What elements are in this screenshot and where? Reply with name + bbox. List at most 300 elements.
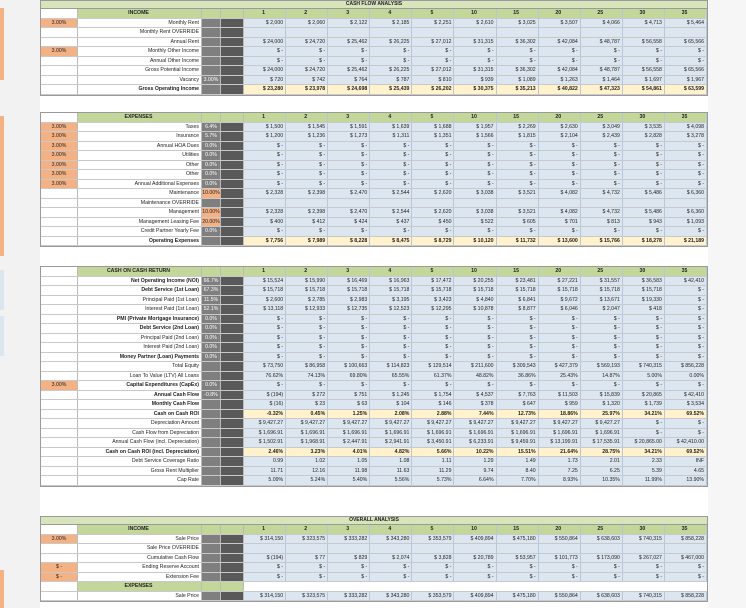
year-value-cell[interactable]: $ -: [665, 353, 707, 362]
growth-rate-input[interactable]: [41, 438, 78, 447]
year-value-cell[interactable]: $ -: [581, 324, 623, 333]
year-value-cell[interactable]: $ -: [623, 353, 665, 362]
year-value-cell[interactable]: [412, 199, 454, 208]
year-value-cell[interactable]: $ -: [623, 429, 665, 438]
year-value-cell[interactable]: [328, 544, 370, 553]
year-value-cell[interactable]: [244, 199, 286, 208]
year-value-cell[interactable]: $ -: [665, 296, 707, 305]
growth-rate-input[interactable]: [41, 57, 78, 66]
year-value-cell[interactable]: $ 9,672: [539, 296, 581, 305]
year-value-cell[interactable]: $ 26,225: [370, 38, 412, 47]
year-value-cell[interactable]: $ 15,718: [497, 286, 539, 295]
year-value-cell[interactable]: $ -: [286, 227, 328, 236]
year-value-cell[interactable]: $ 764: [328, 76, 370, 85]
year-value-cell[interactable]: $ -: [665, 142, 707, 151]
year-value-cell[interactable]: $ 24,000: [244, 38, 286, 47]
year-value-cell[interactable]: 5.39: [623, 467, 665, 476]
year-value-cell[interactable]: $ 3,038: [454, 208, 496, 217]
year-value-cell[interactable]: $ -: [581, 381, 623, 390]
year-value-cell[interactable]: $ 13,199.91: [539, 438, 581, 447]
year-value-cell[interactable]: $ -: [328, 161, 370, 170]
year-value-cell[interactable]: $ -: [497, 142, 539, 151]
year-value-cell[interactable]: $ -: [328, 315, 370, 324]
year-value-cell[interactable]: $ 2,104: [539, 132, 581, 141]
year-value-cell[interactable]: [623, 199, 665, 208]
year-value-cell[interactable]: $ 353,579: [412, 535, 454, 544]
year-value-cell[interactable]: $ 15,718: [370, 286, 412, 295]
year-value-cell[interactable]: $ -: [286, 573, 328, 582]
year-value-cell[interactable]: [539, 28, 581, 37]
year-value-cell[interactable]: $ 353,579: [412, 592, 454, 601]
year-value-cell[interactable]: $ -: [665, 57, 707, 66]
year-value-cell[interactable]: $ 1,351: [412, 132, 454, 141]
year-value-cell[interactable]: [539, 544, 581, 553]
year-value-cell[interactable]: $ -: [539, 343, 581, 352]
year-value-cell[interactable]: $ 1,696.91: [370, 429, 412, 438]
growth-rate-input[interactable]: [41, 218, 78, 227]
year-value-cell[interactable]: 10.35%: [581, 476, 623, 485]
year-value-cell[interactable]: 34.21%: [623, 448, 665, 457]
growth-rate-input[interactable]: 3.00%: [41, 47, 78, 56]
year-value-cell[interactable]: $ -: [412, 170, 454, 179]
year-value-cell[interactable]: $ -: [454, 334, 496, 343]
year-value-cell[interactable]: $ 20,789: [454, 554, 496, 563]
year-value-cell[interactable]: $ 100,663: [328, 362, 370, 371]
year-value-cell[interactable]: $ 48,787: [581, 66, 623, 75]
year-value-cell[interactable]: $ 424: [328, 218, 370, 227]
year-value-cell[interactable]: $ -: [286, 563, 328, 572]
year-value-cell[interactable]: 15.51%: [497, 448, 539, 457]
year-value-cell[interactable]: $ -: [244, 315, 286, 324]
year-value-cell[interactable]: $ 5,486: [623, 208, 665, 217]
year-value-cell[interactable]: $ -: [581, 343, 623, 352]
year-value-cell[interactable]: $ -: [581, 142, 623, 151]
year-value-cell[interactable]: [370, 544, 412, 553]
year-value-cell[interactable]: $ 2,470: [328, 208, 370, 217]
year-value-cell[interactable]: $ 2,060: [286, 19, 328, 28]
year-value-cell[interactable]: $ -: [370, 324, 412, 333]
year-value-cell[interactable]: [412, 28, 454, 37]
year-value-cell[interactable]: $ 19,330: [623, 296, 665, 305]
year-value-cell[interactable]: $ -: [581, 334, 623, 343]
year-value-cell[interactable]: $ -: [244, 353, 286, 362]
year-value-cell[interactable]: $ -: [370, 57, 412, 66]
year-value-cell[interactable]: $ -: [244, 334, 286, 343]
year-value-cell[interactable]: $ 146: [412, 400, 454, 409]
year-value-cell[interactable]: 1.49: [497, 457, 539, 466]
year-value-cell[interactable]: [665, 544, 707, 553]
year-value-cell[interactable]: $ 65,566: [665, 66, 707, 75]
year-value-cell[interactable]: $ -: [370, 151, 412, 160]
year-value-cell[interactable]: $ 309,543: [497, 362, 539, 371]
year-value-cell[interactable]: $ 15,718: [454, 286, 496, 295]
year-value-cell[interactable]: $ 2,328: [244, 208, 286, 217]
year-value-cell[interactable]: $ -: [286, 57, 328, 66]
year-value-cell[interactable]: $ -: [412, 227, 454, 236]
year-value-cell[interactable]: $ 2,941.91: [370, 438, 412, 447]
year-value-cell[interactable]: $ -: [454, 161, 496, 170]
year-value-cell[interactable]: $ -: [370, 315, 412, 324]
year-value-cell[interactable]: $ -: [286, 381, 328, 390]
year-value-cell[interactable]: $ 720: [244, 76, 286, 85]
year-value-cell[interactable]: $ 437: [370, 218, 412, 227]
year-value-cell[interactable]: 76.62%: [244, 372, 286, 381]
year-value-cell[interactable]: $ 1,639: [370, 123, 412, 132]
year-value-cell[interactable]: $ -: [539, 315, 581, 324]
year-value-cell[interactable]: [328, 28, 370, 37]
year-value-cell[interactable]: $ -: [623, 334, 665, 343]
year-value-cell[interactable]: $ 6,360: [665, 208, 707, 217]
year-value-cell[interactable]: [665, 28, 707, 37]
year-value-cell[interactable]: $ 16,963: [370, 277, 412, 286]
year-value-cell[interactable]: $ 3,038: [454, 189, 496, 198]
year-value-cell[interactable]: $ -: [623, 47, 665, 56]
year-value-cell[interactable]: $ 31,315: [454, 66, 496, 75]
growth-rate-input[interactable]: [41, 410, 78, 419]
year-value-cell[interactable]: [244, 544, 286, 553]
year-value-cell[interactable]: $ -: [623, 343, 665, 352]
growth-rate-input[interactable]: 3.00%: [41, 161, 78, 170]
year-value-cell[interactable]: $ -: [539, 57, 581, 66]
growth-rate-input[interactable]: [41, 467, 78, 476]
year-value-cell[interactable]: $ -: [539, 353, 581, 362]
year-value-cell[interactable]: $ 2,439: [581, 132, 623, 141]
year-value-cell[interactable]: [581, 544, 623, 553]
growth-rate-input[interactable]: 3.00%: [41, 132, 78, 141]
year-value-cell[interactable]: $ -: [581, 170, 623, 179]
year-value-cell[interactable]: $ -: [497, 161, 539, 170]
year-value-cell[interactable]: $ -: [412, 381, 454, 390]
growth-rate-input[interactable]: [41, 315, 78, 324]
year-value-cell[interactable]: $ 4,713: [623, 19, 665, 28]
year-value-cell[interactable]: $ 15,718: [539, 286, 581, 295]
year-value-cell[interactable]: 12.16: [286, 467, 328, 476]
year-value-cell[interactable]: $ 15,718: [286, 286, 328, 295]
year-value-cell[interactable]: 10.22%: [454, 448, 496, 457]
year-value-cell[interactable]: $ 9,427.27: [454, 419, 496, 428]
year-value-cell[interactable]: $ 3,423: [412, 296, 454, 305]
year-value-cell[interactable]: 7.44%: [454, 410, 496, 419]
year-value-cell[interactable]: $ 27,221: [539, 277, 581, 286]
year-value-cell[interactable]: $ 36,302: [497, 66, 539, 75]
year-value-cell[interactable]: 5.40%: [328, 476, 370, 485]
year-value-cell[interactable]: 0.99: [244, 457, 286, 466]
year-value-cell[interactable]: $ 9,427.27: [286, 419, 328, 428]
year-value-cell[interactable]: $ -: [539, 227, 581, 236]
year-value-cell[interactable]: $ -: [665, 151, 707, 160]
year-value-cell[interactable]: $ 1,697: [623, 76, 665, 85]
growth-rate-input[interactable]: 3.00%: [41, 170, 78, 179]
year-value-cell[interactable]: $ 42,084: [539, 66, 581, 75]
year-value-cell[interactable]: $ 3,025: [497, 19, 539, 28]
year-value-cell[interactable]: $ -: [454, 227, 496, 236]
year-value-cell[interactable]: $ -: [539, 142, 581, 151]
year-value-cell[interactable]: $ 12,933: [286, 305, 328, 314]
year-value-cell[interactable]: $ 31,557: [581, 277, 623, 286]
year-value-cell[interactable]: 25.43%: [539, 372, 581, 381]
year-value-cell[interactable]: $ -: [623, 57, 665, 66]
year-value-cell[interactable]: $ -: [665, 47, 707, 56]
percent-of-income-cell[interactable]: 10.00%: [202, 190, 220, 196]
year-value-cell[interactable]: 2.08%: [370, 410, 412, 419]
year-value-cell[interactable]: 13.90%: [665, 476, 707, 485]
year-value-cell[interactable]: $ 418: [623, 305, 665, 314]
year-value-cell[interactable]: $ -: [412, 353, 454, 362]
year-value-cell[interactable]: $ -: [623, 324, 665, 333]
year-value-cell[interactable]: $ -: [497, 57, 539, 66]
year-value-cell[interactable]: $ -: [412, 573, 454, 582]
year-value-cell[interactable]: $ -: [454, 324, 496, 333]
year-value-cell[interactable]: $ 1,200: [244, 132, 286, 141]
year-value-cell[interactable]: $ 638,603: [581, 535, 623, 544]
year-value-cell[interactable]: 2.01: [581, 457, 623, 466]
year-value-cell[interactable]: 11.71: [244, 467, 286, 476]
year-value-cell[interactable]: $ 9,427.27: [497, 419, 539, 428]
year-value-cell[interactable]: [539, 199, 581, 208]
year-value-cell[interactable]: $ 343,280: [370, 535, 412, 544]
year-value-cell[interactable]: $ (194): [244, 391, 286, 400]
year-value-cell[interactable]: $ -: [581, 573, 623, 582]
growth-rate-input[interactable]: [41, 448, 78, 457]
year-value-cell[interactable]: $ -: [539, 161, 581, 170]
year-value-cell[interactable]: $ -: [412, 315, 454, 324]
year-value-cell[interactable]: $ 3,534: [665, 400, 707, 409]
year-value-cell[interactable]: $ 412: [286, 218, 328, 227]
year-value-cell[interactable]: $ 323,575: [286, 592, 328, 601]
year-value-cell[interactable]: $ 104: [370, 400, 412, 409]
year-value-cell[interactable]: $ 2,600: [244, 296, 286, 305]
year-value-cell[interactable]: 6.64%: [454, 476, 496, 485]
year-value-cell[interactable]: $ 36,583: [623, 277, 665, 286]
year-value-cell[interactable]: $ -: [370, 227, 412, 236]
year-value-cell[interactable]: $ -: [244, 161, 286, 170]
year-value-cell[interactable]: $ 2,620: [412, 208, 454, 217]
year-value-cell[interactable]: $ -: [454, 47, 496, 56]
year-value-cell[interactable]: [623, 544, 665, 553]
year-value-cell[interactable]: $ 856,228: [665, 362, 707, 371]
year-value-cell[interactable]: 69.52%: [665, 410, 707, 419]
year-value-cell[interactable]: 7.25: [539, 467, 581, 476]
year-value-cell[interactable]: $ 267,027: [623, 554, 665, 563]
year-value-cell[interactable]: $ -: [370, 334, 412, 343]
year-value-cell[interactable]: 9.74: [454, 467, 496, 476]
year-value-cell[interactable]: 8.40: [497, 467, 539, 476]
year-value-cell[interactable]: $ 569,193: [581, 362, 623, 371]
year-value-cell[interactable]: $ -: [328, 170, 370, 179]
year-value-cell[interactable]: $ -: [412, 47, 454, 56]
growth-rate-input[interactable]: [41, 353, 78, 362]
year-value-cell[interactable]: $ 323,575: [286, 535, 328, 544]
year-value-cell[interactable]: $ 333,282: [328, 592, 370, 601]
year-value-cell[interactable]: [328, 199, 370, 208]
year-value-cell[interactable]: $ 6,233.91: [454, 438, 496, 447]
year-value-cell[interactable]: $ -: [328, 573, 370, 582]
year-value-cell[interactable]: $ 4,840: [454, 296, 496, 305]
year-value-cell[interactable]: $ -: [497, 227, 539, 236]
year-value-cell[interactable]: 36.86%: [497, 372, 539, 381]
year-value-cell[interactable]: $ 16,469: [328, 277, 370, 286]
year-value-cell[interactable]: $ 15,524: [244, 277, 286, 286]
year-value-cell[interactable]: $ 959: [539, 400, 581, 409]
year-value-cell[interactable]: $ -: [328, 353, 370, 362]
year-value-cell[interactable]: $ 829: [328, 554, 370, 563]
year-value-cell[interactable]: $ -: [665, 381, 707, 390]
year-value-cell[interactable]: -0.32%: [244, 410, 286, 419]
year-value-cell[interactable]: $ 20,255: [454, 277, 496, 286]
year-value-cell[interactable]: $ -: [539, 324, 581, 333]
year-value-cell[interactable]: $ (194): [244, 554, 286, 563]
year-value-cell[interactable]: $ -: [581, 57, 623, 66]
year-value-cell[interactable]: $ -: [454, 353, 496, 362]
growth-rate-input[interactable]: [41, 324, 78, 333]
year-value-cell[interactable]: $ 467,000: [665, 554, 707, 563]
year-value-cell[interactable]: $ -: [623, 180, 665, 189]
growth-rate-input[interactable]: [41, 38, 78, 47]
year-value-cell[interactable]: $ 2,544: [370, 189, 412, 198]
year-value-cell[interactable]: $ -: [286, 161, 328, 170]
year-value-cell[interactable]: 1.73: [539, 457, 581, 466]
year-value-cell[interactable]: $ 2,620: [412, 189, 454, 198]
year-value-cell[interactable]: $ -: [623, 573, 665, 582]
year-value-cell[interactable]: $ -: [244, 180, 286, 189]
year-value-cell[interactable]: [665, 199, 707, 208]
year-value-cell[interactable]: $ 1,500: [244, 123, 286, 132]
year-value-cell[interactable]: $ 6,841: [497, 296, 539, 305]
year-value-cell[interactable]: $ 1,696.91: [286, 429, 328, 438]
year-value-cell[interactable]: $ 701: [539, 218, 581, 227]
year-value-cell[interactable]: $ -: [412, 142, 454, 151]
growth-rate-input[interactable]: 3.00%: [41, 19, 78, 28]
year-value-cell[interactable]: $ -: [244, 57, 286, 66]
year-value-cell[interactable]: 61.37%: [412, 372, 454, 381]
year-value-cell[interactable]: $ 550,864: [539, 592, 581, 601]
year-value-cell[interactable]: $ 740,315: [623, 535, 665, 544]
year-value-cell[interactable]: 1.11: [412, 457, 454, 466]
year-value-cell[interactable]: $ -: [665, 286, 707, 295]
growth-rate-input[interactable]: [41, 343, 78, 352]
year-value-cell[interactable]: $ 2,398: [286, 189, 328, 198]
year-value-cell[interactable]: $ 1,696.91: [539, 429, 581, 438]
year-value-cell[interactable]: $ 77: [286, 554, 328, 563]
year-value-cell[interactable]: $ 858,228: [665, 592, 707, 601]
year-value-cell[interactable]: $ 522: [454, 218, 496, 227]
year-value-cell[interactable]: $ -: [581, 161, 623, 170]
year-value-cell[interactable]: $ 409,894: [454, 592, 496, 601]
year-value-cell[interactable]: 5.09%: [244, 476, 286, 485]
year-value-cell[interactable]: $ -: [244, 170, 286, 179]
year-value-cell[interactable]: $ -: [454, 381, 496, 390]
year-value-cell[interactable]: $ 314,150: [244, 535, 286, 544]
year-value-cell[interactable]: $ 7,763: [497, 391, 539, 400]
year-value-cell[interactable]: $ -: [665, 429, 707, 438]
year-value-cell[interactable]: $ -: [623, 151, 665, 160]
year-value-cell[interactable]: $ 3,278: [665, 132, 707, 141]
year-value-cell[interactable]: $ -: [665, 563, 707, 572]
year-value-cell[interactable]: [581, 28, 623, 37]
year-value-cell[interactable]: $ -: [454, 343, 496, 352]
year-value-cell[interactable]: $ 3,049: [581, 123, 623, 132]
year-value-cell[interactable]: 69.52%: [665, 448, 707, 457]
growth-rate-input[interactable]: [41, 66, 78, 75]
year-value-cell[interactable]: $ -: [370, 353, 412, 362]
year-value-cell[interactable]: $ -: [328, 563, 370, 572]
year-value-cell[interactable]: 5.56%: [370, 476, 412, 485]
year-value-cell[interactable]: $ 475,180: [497, 535, 539, 544]
year-value-cell[interactable]: [497, 199, 539, 208]
year-value-cell[interactable]: [454, 28, 496, 37]
year-value-cell[interactable]: 1.05: [328, 457, 370, 466]
year-value-cell[interactable]: $ -: [497, 47, 539, 56]
year-value-cell[interactable]: 11.99%: [623, 476, 665, 485]
year-value-cell[interactable]: $ 42,410.00: [665, 438, 707, 447]
year-value-cell[interactable]: $ -: [286, 47, 328, 56]
year-value-cell[interactable]: $ -: [665, 227, 707, 236]
year-value-cell[interactable]: $ 12,295: [412, 305, 454, 314]
year-value-cell[interactable]: $ 2,000: [244, 19, 286, 28]
year-value-cell[interactable]: $ -: [244, 324, 286, 333]
growth-rate-input[interactable]: $ -: [41, 573, 78, 582]
year-value-cell[interactable]: $ -: [497, 353, 539, 362]
year-value-cell[interactable]: $ -: [370, 381, 412, 390]
year-value-cell[interactable]: $ -: [370, 142, 412, 151]
year-value-cell[interactable]: $ 4,082: [539, 208, 581, 217]
year-value-cell[interactable]: $ 647: [497, 400, 539, 409]
year-value-cell[interactable]: $ -: [454, 151, 496, 160]
year-value-cell[interactable]: $ -: [412, 57, 454, 66]
year-value-cell[interactable]: [286, 544, 328, 553]
year-value-cell[interactable]: $ -: [623, 227, 665, 236]
year-value-cell[interactable]: $ -: [286, 353, 328, 362]
growth-rate-input[interactable]: [41, 277, 78, 286]
growth-rate-input[interactable]: $ -: [41, 563, 78, 572]
year-value-cell[interactable]: $ 3,507: [539, 19, 581, 28]
year-value-cell[interactable]: 12.73%: [497, 410, 539, 419]
year-value-cell[interactable]: $ 2,398: [286, 208, 328, 217]
year-value-cell[interactable]: $ 2,544: [370, 208, 412, 217]
year-value-cell[interactable]: 2.46%: [244, 448, 286, 457]
year-value-cell[interactable]: $ 409,894: [454, 535, 496, 544]
year-value-cell[interactable]: $ -: [497, 563, 539, 572]
year-value-cell[interactable]: $ 42,410: [665, 391, 707, 400]
year-value-cell[interactable]: $ 1,967: [665, 76, 707, 85]
growth-rate-input[interactable]: [41, 400, 78, 409]
year-value-cell[interactable]: $ 1,696.91: [581, 429, 623, 438]
year-value-cell[interactable]: 69.80%: [328, 372, 370, 381]
year-value-cell[interactable]: $ 314,150: [244, 592, 286, 601]
year-value-cell[interactable]: $ 333,282: [328, 535, 370, 544]
year-value-cell[interactable]: 11.63: [370, 467, 412, 476]
growth-rate-input[interactable]: [41, 227, 78, 236]
percent-of-income-cell[interactable]: 10.00%: [202, 209, 220, 215]
year-value-cell[interactable]: $ -: [539, 334, 581, 343]
year-value-cell[interactable]: $ 2,251: [412, 19, 454, 28]
growth-rate-input[interactable]: [41, 592, 78, 601]
year-value-cell[interactable]: INF: [665, 457, 707, 466]
year-value-cell[interactable]: $ -: [539, 170, 581, 179]
year-value-cell[interactable]: $ -: [286, 315, 328, 324]
year-value-cell[interactable]: $ -: [581, 563, 623, 572]
year-value-cell[interactable]: $ -: [665, 334, 707, 343]
year-value-cell[interactable]: $ -: [497, 343, 539, 352]
year-value-cell[interactable]: $ 13,118: [244, 305, 286, 314]
year-value-cell[interactable]: $ 272: [286, 391, 328, 400]
year-value-cell[interactable]: $ 36,302: [497, 38, 539, 47]
year-value-cell[interactable]: $ 400: [244, 218, 286, 227]
year-value-cell[interactable]: $ -: [328, 343, 370, 352]
year-value-cell[interactable]: $ -: [328, 227, 370, 236]
year-value-cell[interactable]: $ 4,098: [665, 123, 707, 132]
year-value-cell[interactable]: $ -: [328, 180, 370, 189]
